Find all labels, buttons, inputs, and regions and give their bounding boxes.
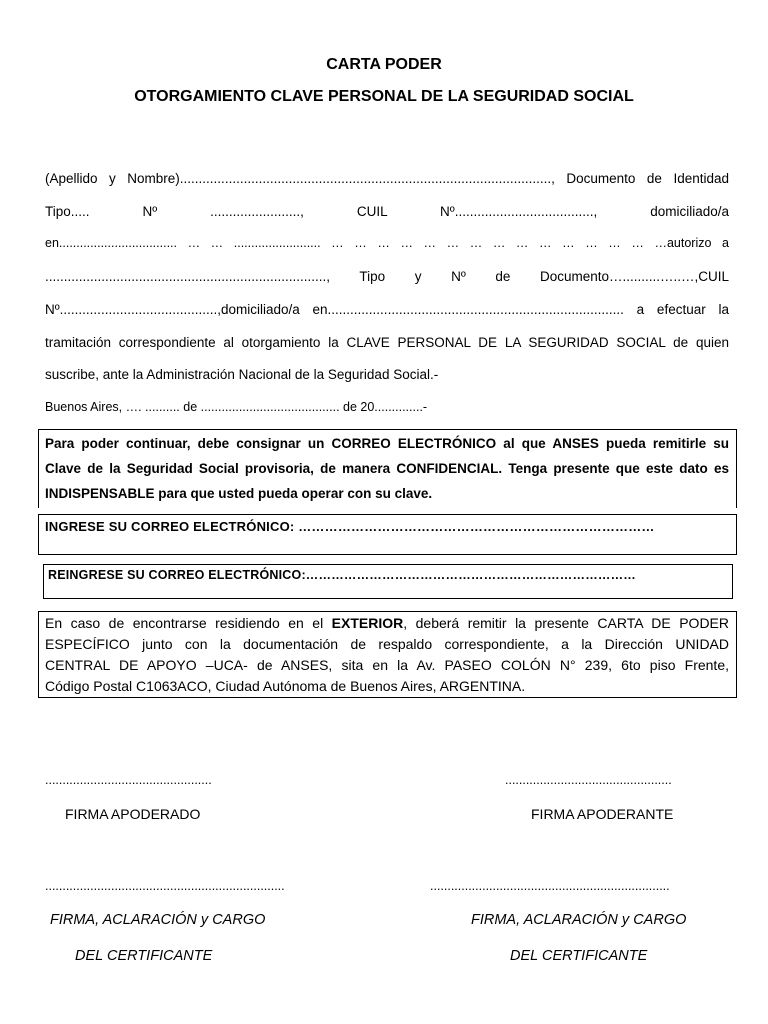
document-subtitle: OTORGAMIENTO CLAVE PERSONAL DE LA SEGURIDAD SOCIAL	[134, 88, 634, 105]
apoderado-signature-line: ................................................	[45, 773, 212, 787]
body-line-3: en.................................. … … ......................... … … … … … … … … … … … … … … …autorizo a	[45, 236, 729, 250]
body-line-2: Tipo..... Nº ........................, CUIL Nº....................................., domiciliado/a	[45, 204, 729, 219]
exterior-line-2: ESPECÍFICO junto con la documentación de respaldo correspondiente, a la Dirección UNIDAD	[45, 636, 729, 652]
exterior-line-1-post: , deberá remitir la presente CARTA DE PODER	[403, 615, 730, 631]
exterior-line-4: Código Postal C1063ACO, Ciudad Autónoma de Buenos Aires, ARGENTINA.	[45, 678, 526, 694]
body-line-1: (Apellido y Nombre)..................................................................................................., Documento de Identidad	[45, 171, 729, 186]
apoderante-signature-line: ................................................	[505, 773, 672, 787]
notice-line-2: Clave de la Seguridad Social provisoria, de manera CONFIDENCIAL. Tenga presente que este dato es	[45, 461, 729, 476]
email-confirm-input-box[interactable]	[43, 564, 733, 599]
certificante-left-signature-line: .....................................................................	[45, 879, 285, 893]
apoderado-label: FIRMA APODERADO	[65, 806, 201, 822]
email-input-box[interactable]	[38, 514, 737, 555]
certificante-right-signature-line: .....................................................................	[430, 879, 670, 893]
email-confirm-input-label: REINGRESE SU CORREO ELECTRÓNICO:……………………………………………………………………	[48, 568, 637, 582]
certificante-right-label-2: DEL CERTIFICANTE	[510, 948, 648, 964]
certificante-right-label-1: FIRMA, ACLARACIÓN y CARGO	[471, 912, 687, 928]
certificante-left-label-1: FIRMA, ACLARACIÓN y CARGO	[50, 912, 266, 928]
notice-line-1: Para poder continuar, debe consignar un CORREO ELECTRÓNICO al que ANSES pueda remitirle su	[45, 436, 729, 451]
exterior-line-3: CENTRAL DE APOYO –UCA- de ANSES, sita en la Av. PASEO COLÓN N° 239, 6to piso Frente,	[45, 657, 729, 673]
email-input-label: INGRESE SU CORREO ELECTRÓNICO: ………………………………………………………………………	[45, 519, 655, 534]
exterior-line-1	[45, 615, 729, 631]
notice-line-3-rest: para que usted pueda operar con su clave.	[154, 486, 433, 501]
body-line-4: ..........................................................................., Tipo y Nº de Documento…..........…..…,CUIL	[45, 269, 729, 284]
indispensable-text: INDISPENSABLE	[45, 486, 155, 501]
exterior-bold: EXTERIOR	[331, 615, 404, 631]
certificante-left-label-2: DEL CERTIFICANTE	[75, 948, 213, 964]
body-line-6: tramitación correspondiente al otorgamiento la CLAVE PERSONAL DE LA SEGURIDAD SOCIAL de quien	[45, 335, 729, 350]
email-notice-box	[38, 429, 737, 508]
exterior-line-1-pre: En caso de encontrarse residiendo en el	[45, 615, 332, 631]
exterior-info-box	[38, 611, 737, 698]
body-line-7: suscribe, ante la Administración Nacional de la Seguridad Social.-	[45, 367, 439, 382]
document-title: CARTA PODER	[326, 56, 442, 73]
notice-line-3	[45, 481, 432, 506]
apoderante-label: FIRMA APODERANTE	[531, 806, 674, 822]
place-date-line: Buenos Aires, …. .......... de ........................................ de 20..............-	[45, 400, 428, 414]
body-line-5: Nº..........................................,domiciliado/a en............................................................................... a efectuar la	[45, 302, 729, 317]
